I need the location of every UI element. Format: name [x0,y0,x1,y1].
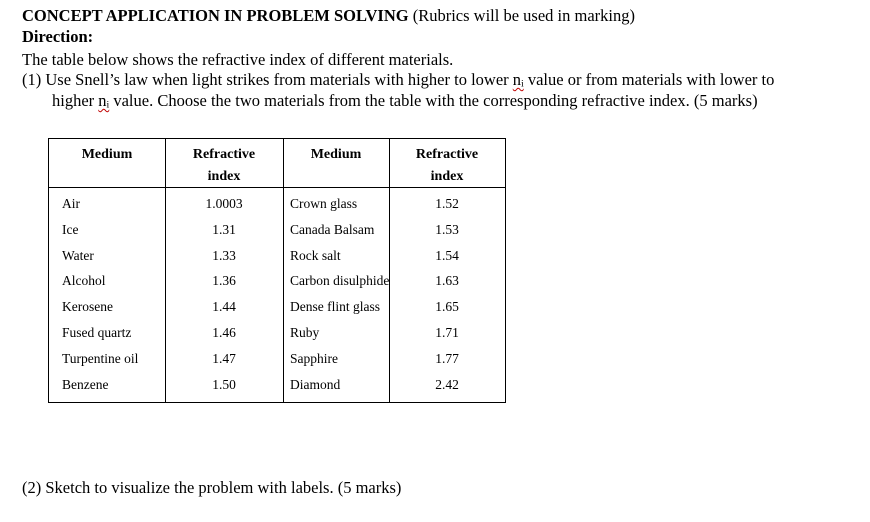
cell-medium-2: Dense flint glass [290,299,380,315]
cell-refractive-1: 1.31 [212,221,236,237]
cell-medium-1: Water [62,247,94,263]
cell-medium-2: Canada Balsam [290,221,375,237]
header-medium-1: Medium [81,147,133,162]
cell-refractive-2: 1.71 [435,325,459,340]
direction-label: Direction: [22,27,94,46]
heading-title: CONCEPT APPLICATION IN PROBLEM SOLVING [22,6,409,25]
cell-refractive-1: 1.44 [212,299,236,315]
intro-text: The table below shows the refractive index of different materials. [22,50,454,69]
question-2: (2) Sketch to visualize the problem with labels. (5 marks) [22,478,402,497]
cell-refractive-1: 1.47 [212,350,236,366]
heading-note: (Rubrics will be used in marking) [408,6,635,25]
cell-medium-2: Ruby [290,325,320,340]
cell-medium-1: Alcohol [62,273,106,289]
question-1-line-2: higher nᵢ value. Choose the two materials from the table with the corresponding refractive index. (5 marks) [52,91,758,110]
refractive-index-table [48,138,506,403]
ni-symbol: nᵢ [98,91,110,110]
cell-refractive-2: 1.63 [435,273,459,289]
cell-refractive-1: 1.0003 [205,196,243,211]
cell-refractive-2: 1.53 [435,221,459,237]
cell-refractive-2: 1.52 [435,196,459,211]
cell-medium-1: Air [62,196,80,211]
cell-refractive-1: 1.50 [212,376,236,392]
cell-medium-2: Diamond [290,376,341,392]
question-1-line-1: (1) Use Snell’s law when light strikes from materials with higher to lower nᵢ value or from materials with lower to [22,70,775,89]
cell-refractive-1: 1.36 [212,273,236,289]
cell-refractive-1: 1.46 [212,325,236,340]
cell-medium-2: Rock salt [290,247,341,263]
cell-medium-2: Crown glass [290,196,358,211]
cell-medium-2: Carbon disulphide [290,273,390,289]
cell-medium-1: Benzene [62,376,109,392]
cell-medium-1: Fused quartz [62,325,132,340]
cell-refractive-2: 1.77 [435,350,459,366]
cell-medium-1: Ice [62,221,79,237]
header-refractive-2: Refractive index [415,147,479,184]
heading [22,6,635,26]
table-divider [283,139,284,402]
cell-refractive-2: 1.65 [435,299,459,315]
cell-refractive-2: 2.42 [435,376,459,392]
header-medium-2: Medium [310,147,362,162]
cell-medium-1: Turpentine oil [62,350,139,366]
ni-symbol: nᵢ [512,70,524,89]
header-refractive-1: Refractive index [192,147,256,184]
cell-medium-2: Sapphire [290,350,338,366]
cell-refractive-1: 1.33 [212,247,236,263]
cell-medium-1: Kerosene [62,299,113,315]
cell-refractive-2: 1.54 [435,247,459,263]
